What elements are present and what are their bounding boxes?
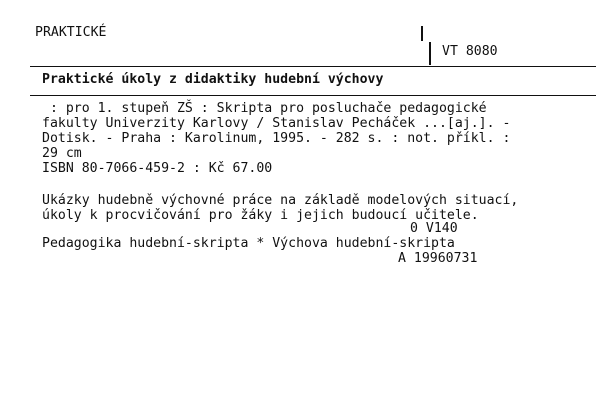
code-2: A 19960731 xyxy=(398,251,478,266)
isbn-line: ISBN 80-7066-459-2 : Kč 67.00 xyxy=(42,161,273,176)
title-rule xyxy=(30,95,596,96)
heading-divider xyxy=(421,26,423,41)
description-line: fakulty Univerzity Karlovy / Stanislav Pecháček ...[aj.]. - xyxy=(42,116,511,131)
subjects: Pedagogika hudební-skripta * Výchova hudební-skripta xyxy=(42,236,455,251)
annotation-line: úkoly k procvičování pro žáky i jejich budoucí učitele. xyxy=(42,208,479,223)
title: Praktické úkoly z didaktiky hudební výchovy xyxy=(42,72,384,87)
signature: VT 8080 xyxy=(442,44,498,59)
signature-divider xyxy=(429,42,431,65)
description-line: 29 cm xyxy=(42,146,82,161)
code-1: 0 V140 xyxy=(410,221,458,236)
heading: PRAKTICKÉ xyxy=(35,25,107,40)
top-rule xyxy=(30,66,596,67)
description-line: Dotisk. - Praha : Karolinum, 1995. - 282 s. : not. příkl. : xyxy=(42,131,511,146)
annotation-line: Ukázky hudebně výchovné práce na základě modelových situací, xyxy=(42,193,519,208)
description-line: : pro 1. stupeň ZŠ : Skripta pro posluchače pedagogické xyxy=(42,101,487,116)
